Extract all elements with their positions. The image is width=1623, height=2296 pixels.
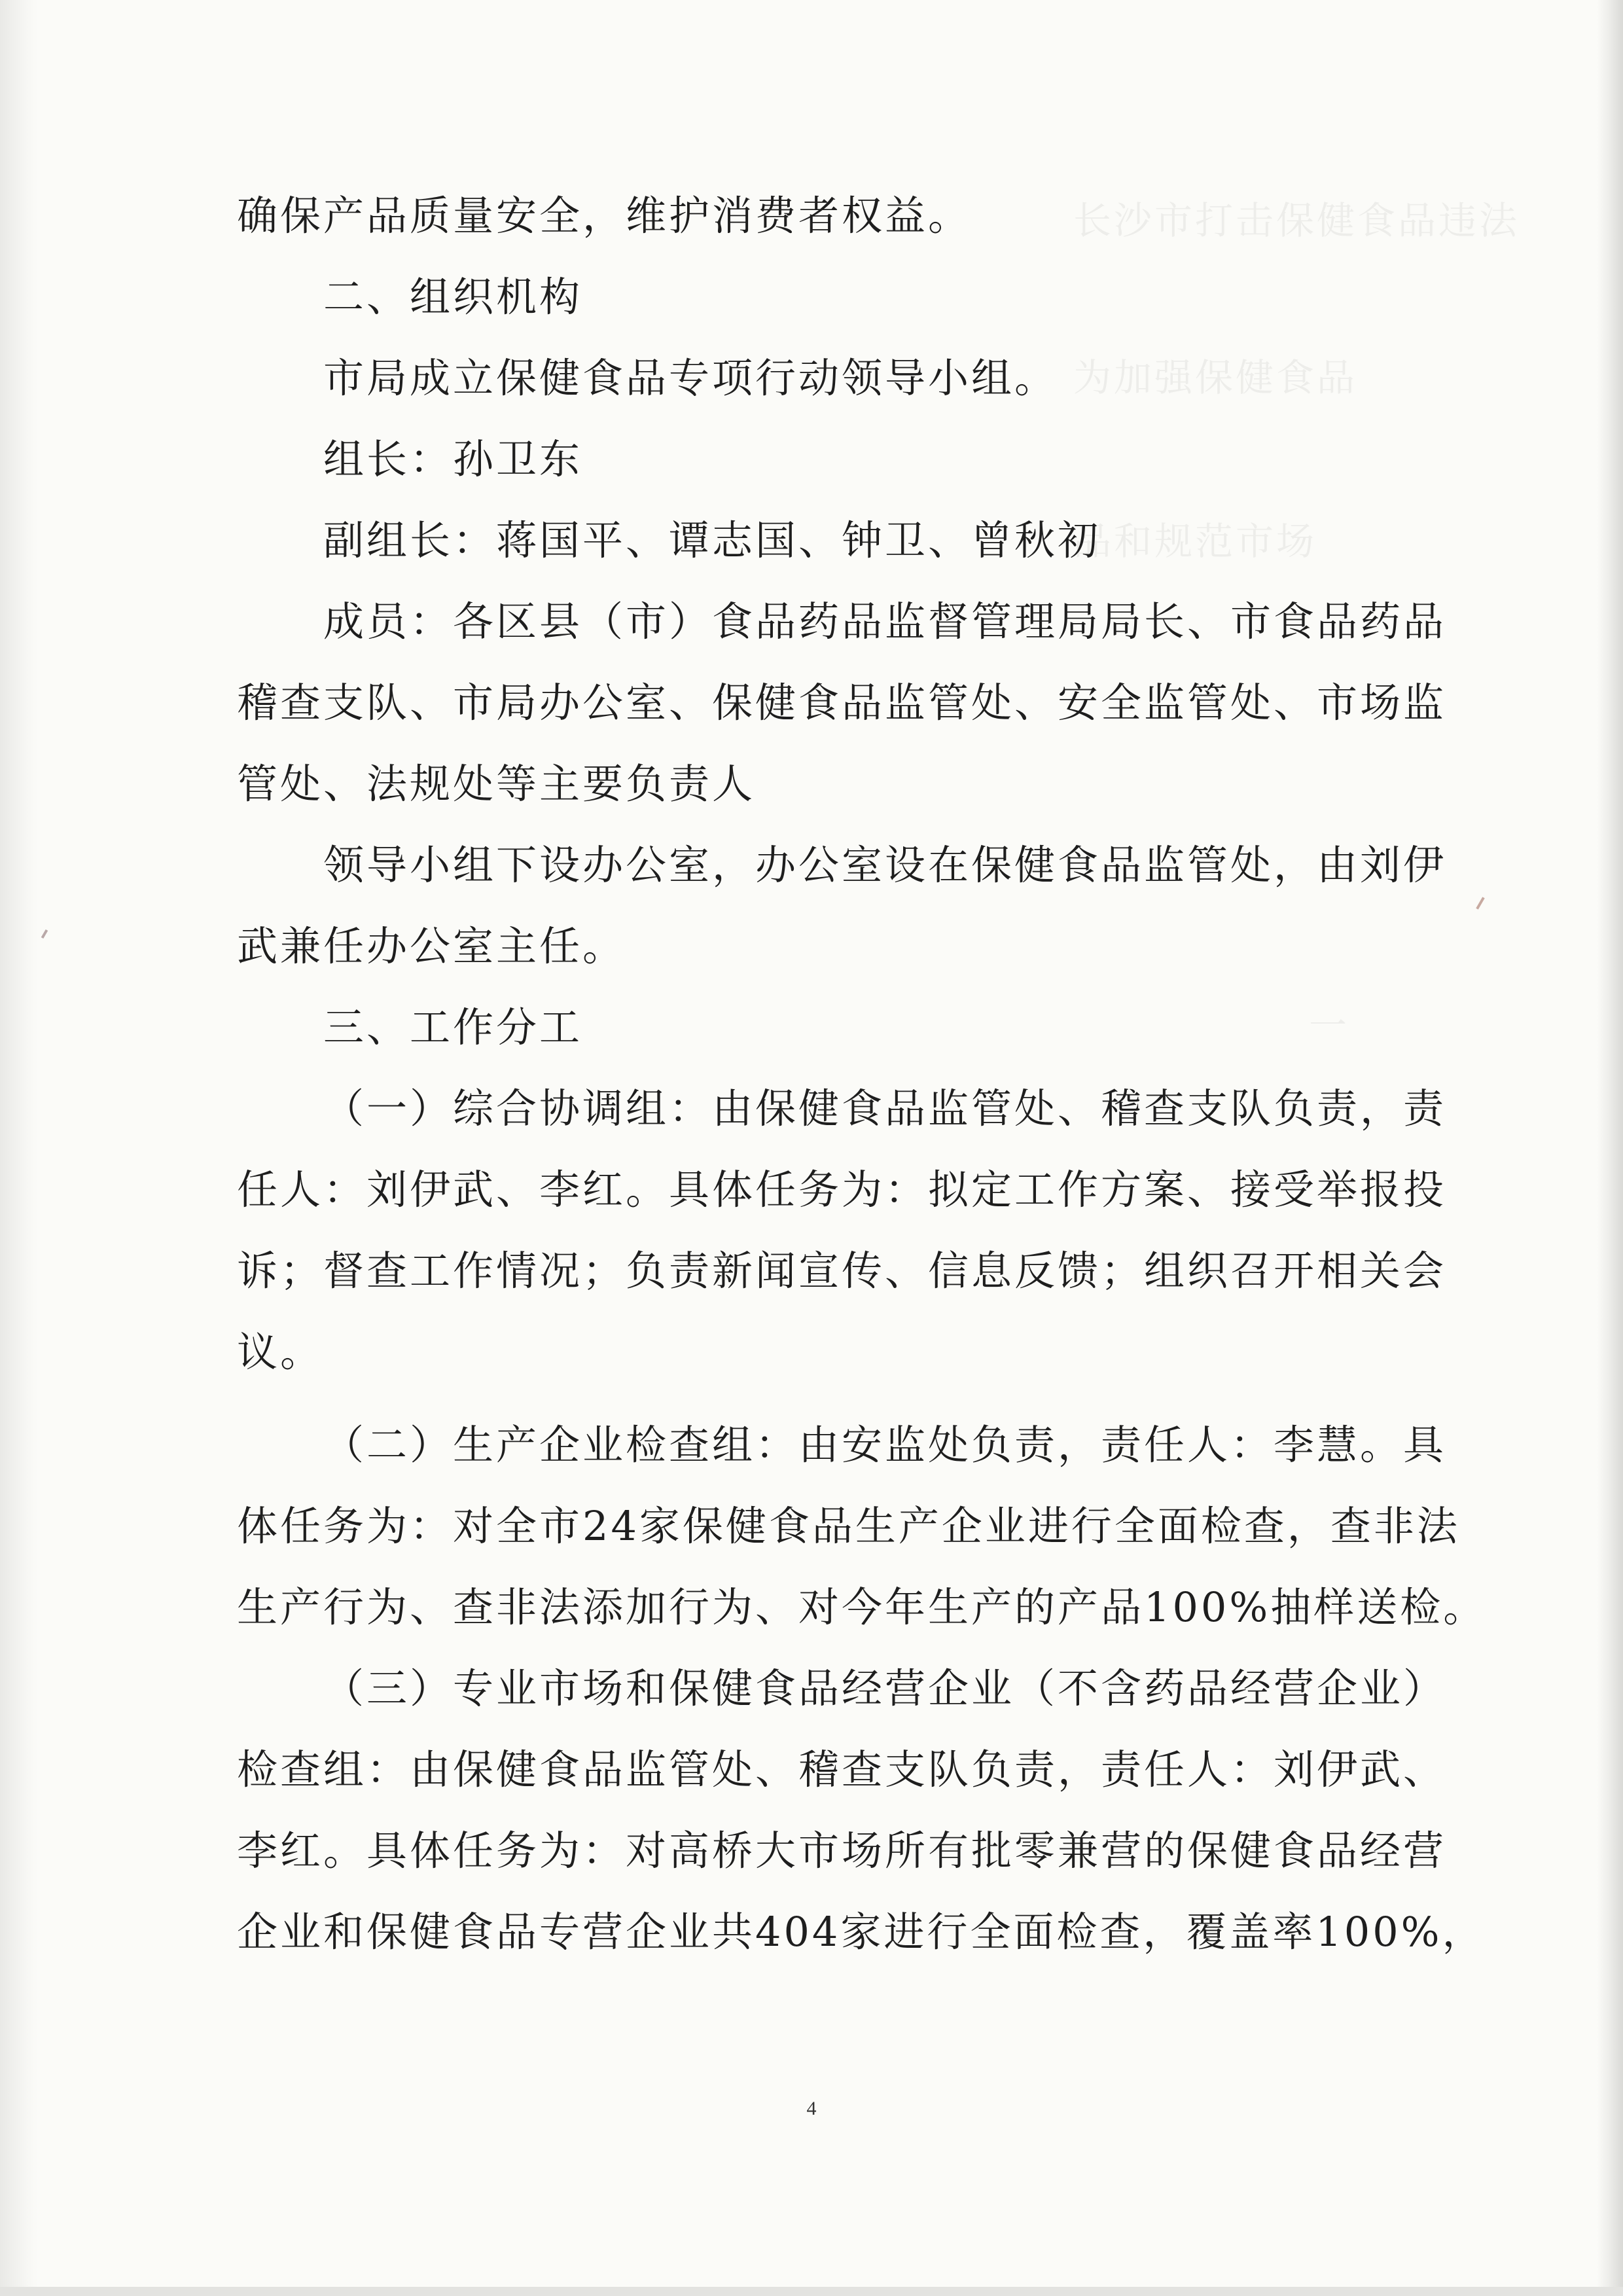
section-heading: 二、组织机构 [323,273,583,321]
paragraph-gap [237,1393,1446,1405]
text-line: 生产行为、查非法添加行为、对今年生产的产品100%抽样送检。 [237,1583,1487,1631]
text-line: 市局成立保健食品专项行动领导小组。 [323,354,1058,402]
text-line: 武兼任办公室主任。 [237,922,626,970]
bleed-through-text: 一 [1309,1003,1350,1048]
text-line: 诉；督查工作情况；负责新闻宣传、信息反馈；组织召开相关会 [237,1247,1447,1295]
text-line: 企业和保健食品专营企业共404家进行全面检查，覆盖率100%， [237,1908,1486,1956]
scan-edge-bottom [0,2287,1623,2296]
text-line: （一）综合协调组：由保健食品监管处、稽查支队负责，责 [323,1085,1447,1132]
page-number: 4 [806,2098,817,2119]
text-line: （三）专业市场和保健食品经营企业（不含药品经营企业） [323,1664,1447,1712]
scan-edge-right [1597,0,1623,2296]
text-line: 任人：刘伊武、李红。具体任务为：拟定工作方案、接受举报投 [237,1166,1447,1213]
bleed-through-text: 为加强保健食品 [1073,355,1358,400]
text-line: 体任务为：对全市24家保健食品生产企业进行全面检查，查非法 [237,1502,1460,1550]
text-line: 确保产品质量安全，维护消费者权益。 [237,192,972,240]
document-body [237,175,1487,1973]
scan-edge-left [0,0,38,2296]
bleed-through-text: 品和规范市场 [1073,519,1317,564]
text-line: 稽查支队、市局办公室、保健食品监管处、安全监管处、市场监 [237,679,1447,726]
text-line: 检查组：由保健食品监管处、稽查支队负责，责任人：刘伊武、 [237,1746,1447,1793]
scan-speck [41,929,48,939]
text-line: 管处、法规处等主要负责人 [237,760,756,808]
text-line: 议。 [237,1328,324,1376]
bleed-through-text: 长沙市打击保健食品违法 [1073,198,1520,243]
section-heading: 三、工作分工 [323,1003,583,1051]
text-line: 副组长：蒋国平、谭志国、钟卫、曾秋初 [323,516,1101,564]
text-line: （二）生产企业检查组：由安监处负责，责任人：李慧。具 [323,1421,1447,1469]
text-line: 组长：孙卫东 [323,435,583,483]
text-line: 领导小组下设办公室，办公室设在保健食品监管处，由刘伊 [323,841,1447,889]
text-line: 李红。具体任务为：对高桥大市场所有批零兼营的保健食品经营 [237,1827,1447,1874]
text-line: 成员：各区县（市）食品药品监督管理局局长、市食品药品 [323,598,1447,645]
scan-speck [1476,897,1484,909]
